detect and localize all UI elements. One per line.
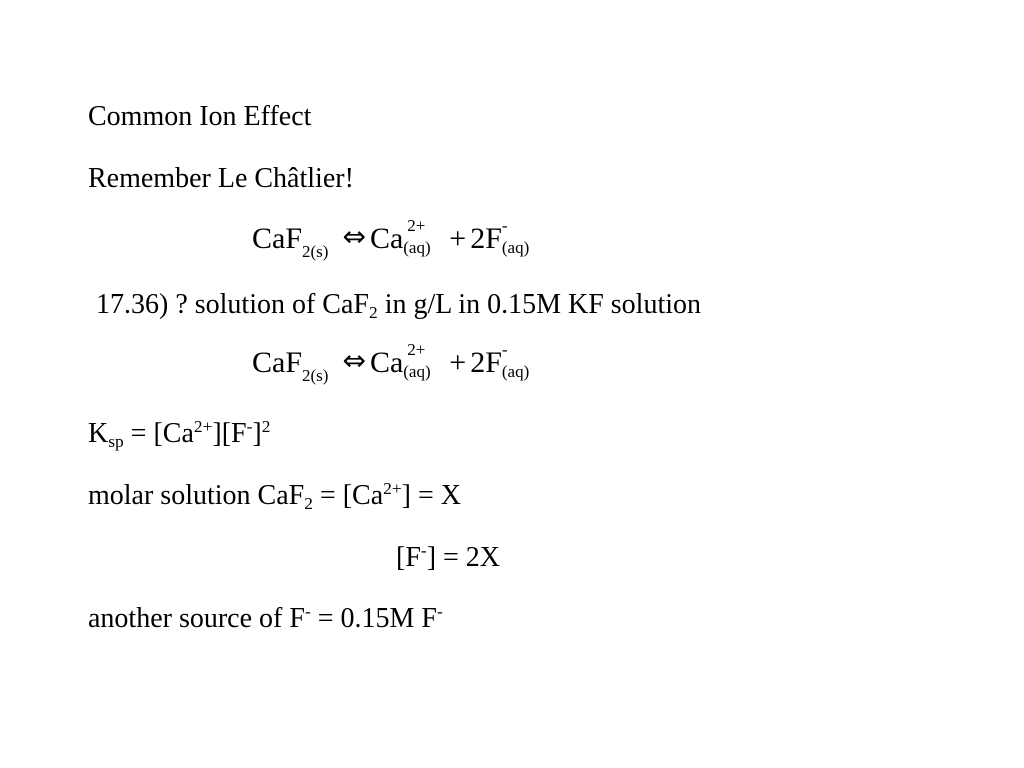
ksp-expression [88,417,271,452]
fluoride-charge: - [420,541,427,561]
ksp-part1: = [Ca [123,418,194,449]
molar-suffix: ] = X [401,480,461,511]
product-calcium: Ca [369,346,404,379]
fluoride-charge-state [501,340,536,381]
slide-title: Common Ion Effect [88,101,312,132]
equilibrium-arrow-icon: ⇔ [342,344,366,377]
molar-charge: 2+ [383,479,402,499]
ksp-square: 2 [261,417,271,437]
reactant: CaF [252,346,303,379]
reactant-subscript: 2(s) [302,365,329,385]
equilibrium-arrow-icon: ⇔ [342,220,366,253]
molar-solution-line [88,479,461,514]
plus-sign: + [449,346,467,379]
ksp-ca-charge: 2+ [193,417,213,437]
dissolution-equation-2 [252,340,536,385]
molar-subscript: 2 [304,494,313,514]
product-fluoride: 2F [470,346,502,379]
another-source-line [88,602,443,634]
fluoride-state: (aq) [501,238,530,257]
fluoride-prefix: [F [396,542,421,573]
source-mid: = 0.15M F [310,603,437,634]
calcium-state: (aq) [403,238,431,257]
molar-prefix: molar solution CaF [88,480,305,511]
calcium-state: (aq) [403,362,431,381]
calcium-charge: 2+ [407,340,426,359]
product-calcium: Ca [369,222,404,255]
fluoride-concentration-line [396,541,501,573]
fluoride-charge: - [501,340,508,359]
fluoride-charge-state [501,216,536,257]
calcium-charge-state [403,216,437,257]
source-prefix: another source of F [88,603,305,634]
fluoride-state: (aq) [501,362,530,381]
product-fluoride: 2F [470,222,502,255]
fluoride-charge: - [501,216,508,235]
ksp-part2: ][F [212,418,247,449]
ksp-subscript: sp [108,432,124,452]
source-charge-1: - [304,602,311,622]
reactant: CaF [252,222,303,255]
problem-statement [96,289,702,323]
problem-suffix: in g/L in 0.15M KF solution [377,289,702,320]
calcium-charge: 2+ [407,216,426,235]
ksp-part3: ] [252,418,262,449]
reactant-subscript: 2(s) [302,241,329,261]
ksp-f-charge: - [246,417,253,437]
fluoride-suffix: ] = 2X [426,542,501,573]
problem-prefix: 17.36) ? solution of CaF [96,289,369,320]
ksp-k: K [88,418,109,449]
molar-mid: = [Ca [312,480,384,511]
calcium-charge-state [403,340,437,381]
source-charge-2: - [436,602,443,622]
dissolution-equation-1 [252,216,536,261]
plus-sign: + [449,222,467,255]
problem-subscript: 2 [369,303,378,323]
le-chatelier-reminder: Remember Le Châtlier! [88,163,354,194]
